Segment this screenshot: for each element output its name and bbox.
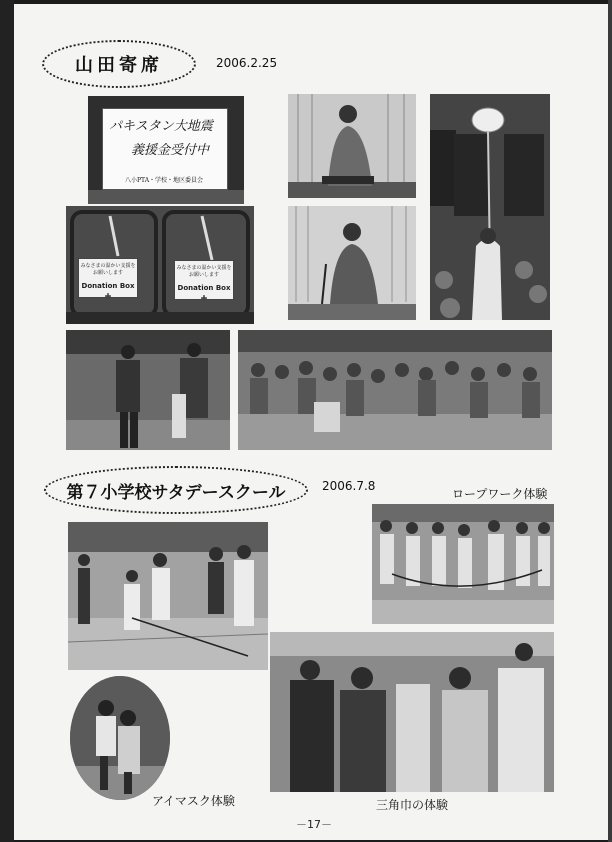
donation-sign — [102, 108, 228, 190]
rope-work-scene — [372, 504, 554, 624]
section-title-oval — [42, 40, 196, 88]
photo-donation-sign — [88, 96, 244, 204]
caption-eye-mask: アイマスク体験 — [152, 794, 235, 808]
photo-gym-audience — [238, 330, 552, 450]
photo-audience-fan — [430, 94, 550, 320]
binding-shadow — [0, 0, 14, 842]
page-number: －17－ — [296, 818, 332, 831]
donation-box-note: みなさまの温かい支援をお願いします — [80, 263, 136, 276]
gym-scene — [238, 330, 552, 450]
photo-triangle-cloth — [270, 632, 554, 792]
sign-line-2: 義援金受付中 — [131, 143, 210, 158]
caption-triangle-cloth: 三角巾の体験 — [376, 798, 449, 812]
donation-box-left — [78, 258, 138, 301]
caption-rope-work: ロープワーク体験 — [452, 487, 548, 501]
sign-line-3: 八小PTA・学校・地区委員会 — [125, 177, 204, 184]
blindfold-walk-scene — [68, 522, 268, 670]
donation-box-label: Donation Box — [177, 284, 231, 292]
audience-scene — [430, 94, 550, 320]
photo-blindfold-walk — [68, 522, 268, 670]
stage-scene-1 — [288, 94, 416, 198]
stage-scene-2 — [288, 206, 416, 320]
cross-icon: ✚ — [200, 294, 208, 303]
donation-box-label: Donation Box — [81, 282, 135, 290]
photo-eye-mask-oval — [70, 676, 170, 800]
section-date: 2006.2.25 — [216, 56, 278, 70]
page-edge — [608, 0, 612, 842]
donation-box-right — [174, 260, 234, 303]
section-date: 2006.7.8 — [322, 479, 376, 493]
photo-entrance — [66, 330, 230, 450]
donation-box-note: みなさまの温かい支援をお願いします — [176, 265, 232, 278]
photo-rope-work — [372, 504, 554, 624]
triangle-cloth-scene — [270, 632, 554, 792]
photo-donation-boxes — [66, 206, 254, 324]
sign-line-1: パキスタン大地震 — [109, 119, 213, 134]
section-title-oval — [44, 466, 308, 514]
cross-icon: ✚ — [104, 292, 112, 301]
section-title: 山田寄席 — [75, 55, 163, 76]
photo-rakugo-performer-1 — [288, 94, 416, 198]
entrance-scene — [66, 330, 230, 450]
section-title: 第７小学校サタデースクール — [66, 482, 286, 503]
photo-rakugo-performer-2 — [288, 206, 416, 320]
eye-mask-scene — [70, 676, 170, 800]
